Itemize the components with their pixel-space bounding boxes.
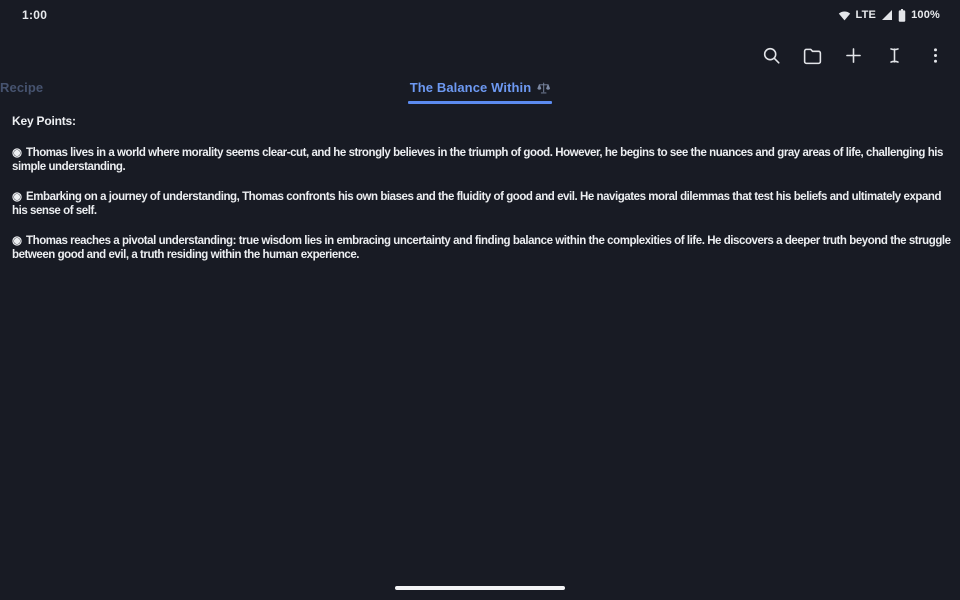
network-type-label: LTE [855,9,877,21]
tab-recipe[interactable] [0,80,43,95]
folder-button[interactable] [800,43,824,67]
tab-recipe-label: Recipe [0,80,44,95]
note-paragraph [12,146,952,175]
document-tab-strip [0,78,960,106]
search-icon [761,45,782,66]
paragraph-text: Thomas reaches a pivotal understanding: true wisdom lies in embracing uncertainty and finding balance within the complexities of life. He discovers a deeper truth beyond the struggle between good and evil, a truth residing within the human experience. [12,234,951,261]
tab-active-label: The Balance Within [409,80,532,95]
tab-the-balance-within[interactable] [410,80,551,95]
fisheye-bullet-icon: ◉ [12,190,23,203]
add-button[interactable] [841,43,865,67]
cellular-signal-icon [881,9,893,21]
more-vert-icon [925,45,946,66]
paragraph-text: Embarking on a journey of understanding, Thomas confronts his own biases and the fluidity of good and evil. He navigates moral dilemmas that test his beliefs and ultimately expand his sense of self. [12,190,942,217]
fisheye-bullet-icon: ◉ [12,234,23,247]
home-indicator[interactable] [395,586,565,590]
active-tab-underline [408,101,552,104]
add-icon [843,45,864,66]
note-paragraph [12,190,952,219]
toolbar [0,38,960,72]
battery-icon [898,9,906,22]
search-button[interactable] [759,43,783,67]
note-paragraph [12,234,952,263]
paragraph-text: Thomas lives in a world where morality seems clear-cut, and he strongly believes in the triumph of good. However, he begins to see the nuances and gray areas of life, challenging his simple understanding. [12,146,943,173]
overflow-menu-button[interactable] [923,43,947,67]
note-editor[interactable] [12,114,952,278]
note-heading: Key Points: [12,114,76,128]
wifi-icon [838,9,851,21]
fisheye-bullet-icon: ◉ [12,146,23,159]
clock: 1:00 [22,8,48,22]
folder-icon [802,45,823,66]
text-cursor-button[interactable] [882,43,906,67]
status-icons [838,9,941,22]
balance-scale-icon [536,81,550,95]
battery-percent-label: 100% [911,9,940,21]
text-cursor-icon [884,45,905,66]
status-bar [0,0,960,30]
